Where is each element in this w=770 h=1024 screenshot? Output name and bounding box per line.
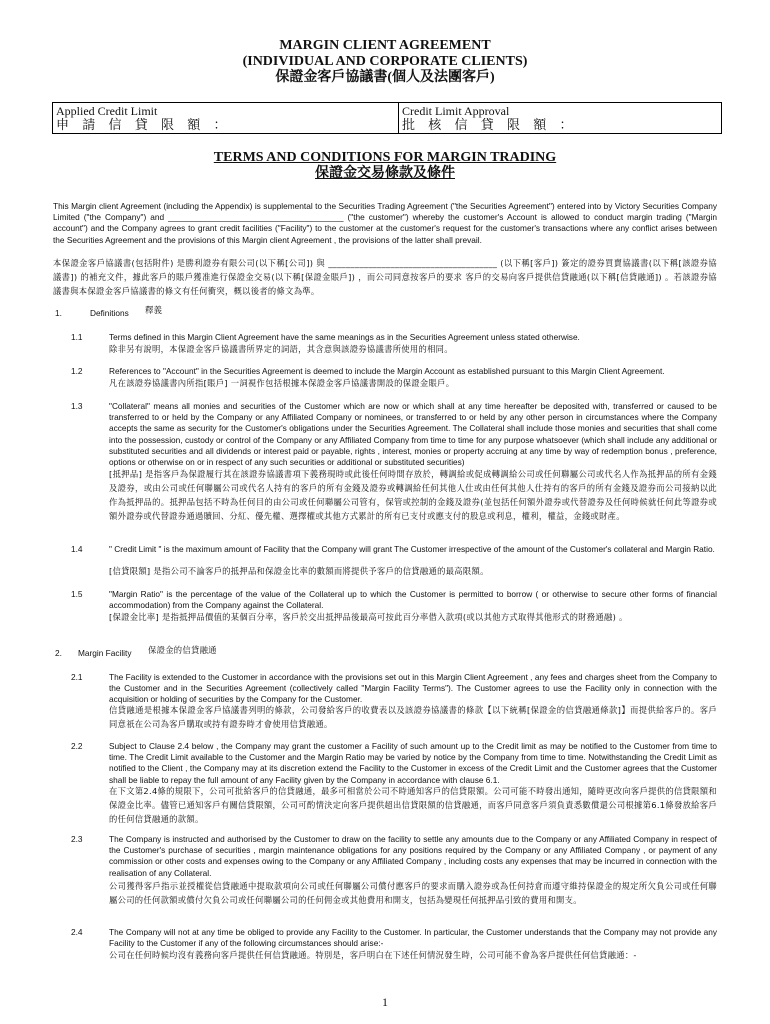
clause-2-2-number: 2.2 [71,741,83,751]
terms-title: TERMS AND CONDITIONS FOR MARGIN TRADING [213,150,557,165]
clause-1-1-number: 1.1 [71,332,83,342]
clause-1-4-number: 1.4 [71,544,83,554]
applied-credit-limit-label-zh: 申 請 信 貸 限 額 ： [56,117,232,132]
intro-paragraph-zh: 本保證金客戶協議書(包括附件) 是勝利證券有限公司(以下稱[公司]) 與 ______________________________________ (以下稱[客戶]) 簽定的證券買賣協議書(以下稱[該證券協議書]) 的補充文件，據此客戶的賬戶獲准進行保證金交易(以下稱[保證金賬戶]) ，而公司同意按客戶的要求 客戶的交易向客戶提供信貸融通(以下稱[信貸融通]) 。若該證券協議書與本保證金客戶協議書的條文有任何衝突，概以後者的條文為準。 [53,258,717,296]
clause-1-2-number: 1.2 [71,366,83,376]
applied-credit-limit-cell[interactable] [53,103,399,133]
clause-2-1-text-zh: 信貸融通是根據本保證金客戶協議書列明的條款，公司發給客戶的收費表以及該證券協議書的條款【以下統稱[保證金的信貸融通條款]】而提供給客戶的。客戶同意祇在公司為客戶購取或持有證券時才會使用信貸融通。 [109,705,717,729]
clause-2-2-text: Subject to Clause 2.4 below , the Company may grant the customer a Facility of such amount up to the Credit limit as may be notified to the Customer from time to time. The Credit Limit available to the Customer and the Margin Ratio may be varied by notice by the Company from time to time. Notwithstanding the Credit Limit as notified to the Client , the Company may at its discretion extend the Facility to the Customer in excess of the Credit Limit and the Customer agrees that the Customer shall be liable to repay the full amount of any Facility given by the Company in accordance with clause 6.1. [109,741,717,785]
section-1-title: Definitions [90,308,129,318]
clause-2-1-number: 2.1 [71,672,83,682]
clause-1-1-text-zh: 除非另有說明，本保證金客戶協議書所界定的詞語，其含意與該證券協議書所使用的相同。 [109,344,453,354]
clause-2-3-text: The Company is instructed and authorised by the Customer to draw on the facility to settle any amounts due to the Company or any Affiliated Company in respect of the Customer's purchase of securities , margin maintenance obligations for any positions required by the Company or any Affiliated Company , or payment of any commission or other costs and expenses owing to the Company or any Affiliated Company , including costs any expenses that may be incurred in connection with the realisation of any Collateral. [109,834,717,878]
clause-1-5-text: "Margin Ratio" is the percentage of the value of the Collateral up to which the Customer is permitted to borrow ( or otherwise to secure other forms of financial accommodation) from the Company against the Collateral. [109,589,717,611]
section-1-number: 1. [55,308,62,318]
clause-1-3-text: "Collateral" means all monies and securities of the Customer which are now or which shall at any time hereafter be deposited with, transferred or caused to be transferred to or held by the Company or any Affiliated Company or nominees, or transferred to or held by any other person in circumstances where the Company accepts the same as security for the Customer's obligations under the Securities Agreement. The Collateral shall include those monies and securities that shall come into the possession, custody or control of the Company or any Affiliated Company from time to time for any purpose whatsoever (which shall include any additional or substituted securities and all dividends or interest paid or payable, rights , interest, monies or property accruing at any time by way of redemption bonus , preference, options or otherwise on or in respect of any such securities or additional or substituted securities) [109,401,717,468]
credit-limit-approval-label: Credit Limit Approval [402,104,510,118]
clause-2-2-text-zh: 在下文第2.4條的規限下，公司可批給客戶的信貸融通，最多可相當於公司不時通知客戶的信貸限額。公司可能不時發出通知，隨時更改向客戶提供的信貸限額和保證金比率。儘管已通知客戶有關信貸限額，公司可酌情決定向客戶提供超出信貸限額的信貸融通，而客戶同意客戶須負責悉數償還公司根據第6.1條發放給客戶的任何信貸融通的款額。 [109,786,717,824]
agreement-title-chinese: 保證金客戶協議書(個人及法團客戶) [275,70,495,85]
applied-credit-limit-label: Applied Credit Limit [56,104,158,118]
clause-1-1-text: Terms defined in this Margin Client Agreement have the same meanings as in the Securities Agreement unless stated otherwise. [109,332,580,342]
clause-1-3-number: 1.3 [71,401,83,411]
clause-1-2-text-zh: 凡在該證券協議書內所指[賬戶] 一詞視作包括根據本保證金客戶協議書開設的保證金賬戶。 [109,378,455,388]
clause-1-5-number: 1.5 [71,589,83,599]
agreement-subtitle: (INDIVIDUAL AND CORPORATE CLIENTS) [242,54,528,69]
section-2-title: Margin Facility [78,648,132,658]
section-2-number: 2. [55,648,62,658]
clause-2-4-text-zh: 公司在任何時候均沒有義務向客戶提供任何信貸融通。特別是，客戶明白在下述任何情況發生時，公司可能不會為客戶提供任何信貸融通：- [109,950,637,960]
clause-1-2-text: References to "Account" in the Securities Agreement is deemed to include the Margin Account as established pursuant to this Margin Client Agreement. [109,366,665,376]
section-1-title-zh: 釋義 [145,305,163,315]
clause-1-4-text-zh: [信貸限額] 是指公司不論客戶的抵押品和保證金比率的數額而將提供予客戶的信貸融通的最高限額。 [109,566,489,576]
terms-title-chinese: 保證金交易條款及條件 [315,166,455,181]
clause-2-1-text: The Facility is extended to the Customer in accordance with the provisions set out in this Margin Client Agreement , any fees and charges sheet from the Company to the Customer and in the Securities Agreement (collectively called "Margin Facility Terms"). The Customer agrees to use the Facility only in connection with the acquisition or holding of securities by the Company for the Customer. [109,672,717,705]
clause-2-4-number: 2.4 [71,927,83,937]
credit-limit-box [52,102,722,134]
intro-paragraph: This Margin client Agreement (including the Appendix) is supplemental to the Securities Trading Agreement ("the Securities Agreement") entered into by Victory Securities Company Limited ("the Company") and ______________________________________ ("the customer") whereby the customer's Account is allowed to conduct margin trading ("Margin account") and the Company agrees to grant credit facilities ("Facility") to the customer at the customer's request for the customer's transactions where any conflict arises between the Securities Agreement and the provisions of this Margin client Agreement , the provisions of the latter shall prevail. [53,201,717,245]
clause-1-5-text-zh: [保證金比率] 是指抵押品價值的某個百分率，客戶於交出抵押品後最高可按此百分率借入款項(或以其他方式取得其他形式的財務通融) 。 [109,612,628,622]
clause-2-4-text: The Company will not at any time be obliged to provide any Facility to the Customer. In particular, the Customer understands that the Company may not provide any Facility to the Customer if any of the following circumstances should arise:- [109,927,717,949]
section-2-title-zh: 保證金的信貸融通 [148,645,217,655]
agreement-title: MARGIN CLIENT AGREEMENT [279,38,491,53]
clause-2-3-number: 2.3 [71,834,83,844]
credit-limit-approval-label-zh: 批 核 信 貸 限 額 ： [402,117,578,132]
clause-2-3-text-zh: 公司獲得客戶指示並授權從信貸融通中提取款項向公司或任何聯屬公司償付應客戶的要求而購入證券或為任何持倉而遵守維持保證金的規定所欠負公司或任何聯屬公司的任何款額或償付欠負公司或任何聯屬公司的任何佣金或其他費用和開支，包括為變現任何抵押品引致的費用和開支。 [109,881,717,905]
credit-limit-approval-cell[interactable] [399,103,721,133]
page-number: 1 [382,995,388,1009]
clause-1-3-text-zh: [抵押品] 是指客戶為保證履行其在該證券協議書項下義務現時或此後任何時間存放於，轉調給或促成轉調給公司或任何聯屬公司或代名人作為抵押品的所有金錢及證券，或由公司或任何聯屬公司或代名人持有的客戶的所有金錢及證券或轉調給任何其他人仕或由任何其他人仕持有的客戶的所有金錢及證券而公司接納以此作為抵押品的。抵押品包括不時為任何目的由公司或任何聯屬公司管有，保管或控制的金錢及證券(並包括任何額外證券或代替證券及任何時候就任何此等證券或額外證券或代替證券通過贖回、分紅、優先權、選擇權或其他方式累計的所有已支付或應支付的股息或利息，權利，權益，金錢或財產。 [109,469,717,521]
clause-1-4-text: " Credit Limit " is the maximum amount of Facility that the Company will grant The Customer irrespective of the amount of the Customer's collateral and Margin Ratio. [109,544,715,554]
